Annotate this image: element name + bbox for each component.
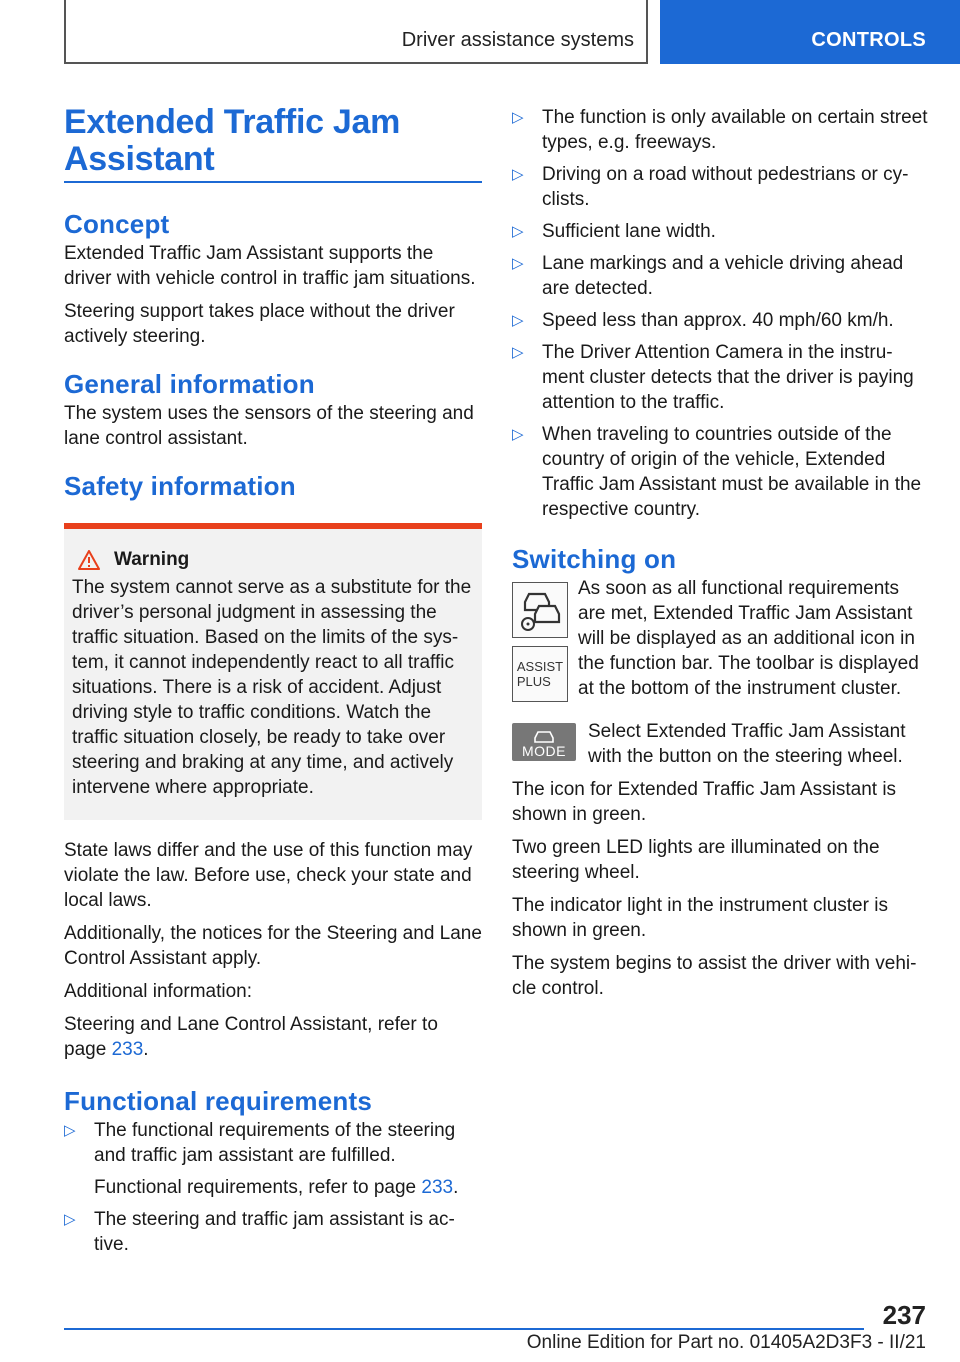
list-item	[512, 340, 930, 415]
concept-paragraph-1: Extended Traffic Jam Assistant supports the driver with vehicle control in traffic jam situations.	[64, 243, 476, 289]
triangle-bullet-icon: ▷	[512, 255, 524, 272]
triangle-bullet-icon: ▷	[512, 344, 524, 361]
list-item	[512, 308, 930, 333]
triangle-bullet-icon: ▷	[512, 426, 524, 443]
switching-heading: Switching on	[512, 544, 677, 574]
triangle-bullet-icon: ▷	[512, 223, 524, 240]
switching-paragraph-3: The icon for Extended Traffic Jam Assistant is shown in green.	[512, 779, 897, 825]
triangle-bullet-icon: ▷	[64, 1122, 76, 1139]
warning-title: Warning	[114, 549, 190, 570]
list-item-subtext	[94, 1175, 482, 1200]
traffic-jam-assistant-icon	[512, 582, 568, 638]
switching-icons	[512, 582, 568, 702]
page-title: Extended Traffic Jam Assistant	[64, 104, 482, 183]
triangle-bullet-icon: ▷	[64, 1211, 76, 1228]
list-item-text: When traveling to countries outside of the country of origin of the vehicle, Extended Traffic Jam Assistant must be available in the respective country.	[542, 424, 922, 520]
reference-page-link[interactable]: 233	[111, 1039, 144, 1060]
header-section-title: Driver assistance systems	[401, 29, 634, 51]
func-sub-end: .	[453, 1177, 459, 1198]
reference-text: Steering and Lane Control Assistant, refer to page	[64, 1014, 438, 1060]
footer-divider	[64, 1328, 864, 1330]
switching-paragraph-2: Select Extended Traffic Jam Assistant with the button on the steering wheel.	[588, 721, 906, 767]
assist-label: ASSIST	[516, 659, 564, 674]
switching-paragraph-4: Two green LED lights are illuminated on the steering wheel.	[512, 837, 880, 883]
car-glyph-icon	[533, 731, 555, 743]
right-column	[512, 105, 930, 1009]
list-item-text: The function is only available on certain street types, e.g. freeways.	[542, 107, 928, 153]
additionally-paragraph: Additionally, the notices for the Steering and Lane Control Assistant apply.	[64, 923, 482, 969]
mode-label: MODE	[522, 743, 566, 759]
list-item-text: The steering and traffic jam assistant is ac-tive.	[94, 1209, 455, 1255]
switching-paragraph-1: As soon as all functional requirements are met, Extended Traffic Jam Assistant will be displayed as an additional icon in the function bar. The toolbar is displayed at the bottom of the instrument cluster.	[578, 578, 919, 699]
left-column	[64, 104, 482, 1264]
triangle-bullet-icon: ▷	[512, 312, 524, 329]
list-item	[512, 162, 930, 212]
general-heading: General information	[64, 369, 315, 399]
list-item-text: Speed less than approx. 40 mph/60 km/h.	[542, 310, 894, 331]
reference-end: .	[143, 1039, 149, 1060]
list-item-text: Sufficient lane width.	[542, 221, 716, 242]
list-item	[512, 105, 930, 155]
reference-paragraph	[64, 1012, 482, 1062]
list-item-text: Driving on a road without pedestrians or cy-clists.	[542, 164, 909, 210]
list-item-text: Lane markings and a vehicle driving ahead are detected.	[542, 253, 904, 299]
page-number: 237	[882, 1300, 926, 1330]
safety-heading: Safety information	[64, 471, 296, 501]
func-sub-text: Functional requirements, refer to page	[94, 1177, 417, 1198]
list-item	[512, 251, 930, 301]
functional-heading: Functional requirements	[64, 1086, 372, 1116]
additional-info-label: Additional information:	[64, 981, 252, 1002]
header-section-box	[64, 0, 648, 64]
edition-footer: Online Edition for Part no. 01405A2D3F3 - II/21	[526, 1332, 926, 1353]
warning-header	[72, 549, 474, 571]
requirements-list	[512, 105, 930, 522]
triangle-bullet-icon: ▷	[512, 109, 524, 126]
list-item-text: The Driver Attention Camera in the instru-ment cluster detects that the driver is paying attention to the traffic.	[542, 342, 914, 413]
cars-steering-icon	[517, 588, 563, 632]
list-item	[64, 1207, 482, 1257]
warning-triangle-icon	[78, 550, 100, 570]
list-item	[512, 219, 930, 244]
warning-text: The system cannot serve as a substitute for the driver’s personal judgment in assessing the traffic situation. Based on the limits of the sys-tem, it cannot independently react to all traffic situations. There is a risk of accident. Adjust driving style to traffic conditions. Watch the traffic situation closely, be ready to take over steering and braking at any time, and actively intervene where appropriate.	[72, 577, 472, 798]
concept-heading: Concept	[64, 209, 170, 239]
triangle-bullet-icon: ▷	[512, 166, 524, 183]
warning-box	[64, 523, 482, 820]
header-chapter-tab	[660, 0, 960, 64]
header-chapter-label: CONTROLS	[811, 29, 926, 51]
list-item	[64, 1118, 482, 1200]
plus-label: PLUS	[516, 674, 551, 689]
assist-plus-icon	[512, 646, 568, 702]
general-paragraph-1: The system uses the sensors of the steering and lane control assistant.	[64, 403, 474, 449]
list-item	[512, 422, 930, 522]
switching-block-1	[512, 578, 930, 709]
mode-button-icon	[512, 723, 576, 761]
switching-paragraph-5: The indicator light in the instrument cluster is shown in green.	[512, 895, 888, 941]
concept-paragraph-2: Steering support takes place without the driver actively steering.	[64, 301, 455, 347]
func-page-link[interactable]: 233	[421, 1177, 454, 1198]
switching-block-2	[512, 723, 930, 777]
list-item-text: The functional requirements of the steering and traffic jam assistant are fulfilled.	[94, 1120, 456, 1166]
switching-paragraph-6: The system begins to assist the driver with vehi-cle control.	[512, 953, 917, 999]
state-laws-paragraph: State laws differ and the use of this function may violate the law. Before use, check your state and local laws.	[64, 840, 473, 911]
functional-list	[64, 1118, 482, 1257]
